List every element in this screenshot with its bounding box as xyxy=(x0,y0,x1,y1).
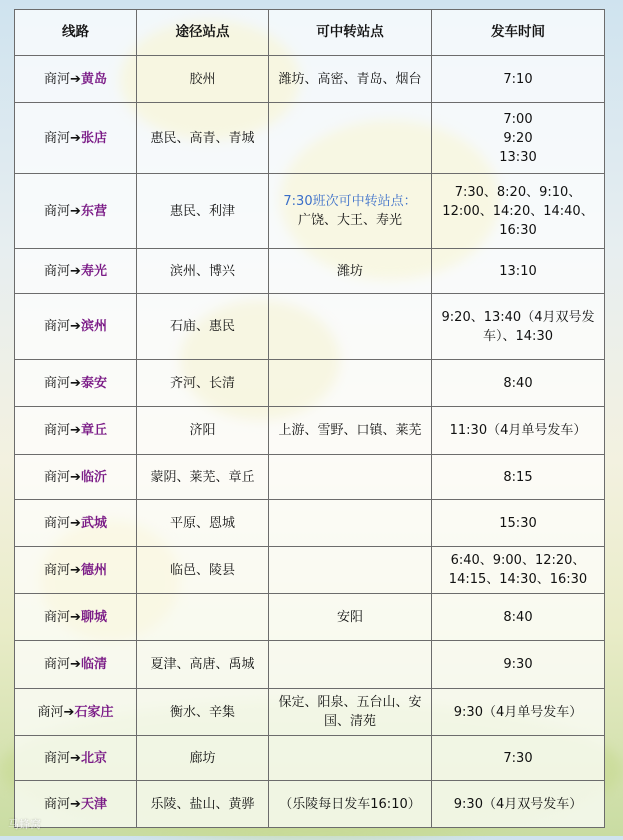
transfer-stations-cell xyxy=(269,547,432,594)
route-destination: 临清 xyxy=(80,657,107,672)
departure-time: 8:40 xyxy=(503,375,533,391)
via-stations-cell: 夏津、高唐、禹城 xyxy=(137,641,269,689)
transfer-stations-text: 上游、雪野、口镇、莱芜 xyxy=(278,423,422,438)
departure-time-cell xyxy=(432,781,605,828)
route-origin: 商河 xyxy=(44,515,71,531)
via-stations-cell: 石庙、惠民 xyxy=(137,294,269,360)
departure-time: 13:10 xyxy=(499,263,537,279)
table-row xyxy=(15,641,605,689)
departure-time: 7:10 xyxy=(503,71,533,87)
departure-time: 11:30（4月单号发车） xyxy=(449,423,587,438)
route-destination: 章丘 xyxy=(80,423,107,438)
via-stations-cell xyxy=(137,594,269,641)
departure-time-cell xyxy=(432,500,605,547)
watermark-text: 马蜂窝 xyxy=(8,818,41,831)
table-row xyxy=(15,407,605,455)
route-cell xyxy=(15,56,137,103)
table-row xyxy=(15,455,605,500)
via-stations-cell: 济阳 xyxy=(137,407,269,455)
transfer-stations-cell xyxy=(269,455,432,500)
route-origin: 商河 xyxy=(44,796,71,812)
departure-time: 9:30（4月双号发车） xyxy=(453,796,583,812)
table-row xyxy=(15,174,605,249)
route-origin: 商河 xyxy=(44,657,71,672)
table-row xyxy=(15,594,605,641)
route-cell xyxy=(15,736,137,781)
departure-time-cell xyxy=(432,641,605,689)
via-stations-cell: 惠民、高青、青城 xyxy=(137,103,269,174)
departure-time: 6:40、9:00、12:20、14:15、14:30、16:30 xyxy=(448,553,588,587)
via-stations-cell: 胶州 xyxy=(137,56,269,103)
departure-time: 7:00 xyxy=(503,111,533,127)
route-cell xyxy=(15,103,137,174)
route-arrow-icon: ➔ xyxy=(70,515,81,531)
route-cell xyxy=(15,294,137,360)
transfer-stations-text: 潍坊 xyxy=(336,263,363,279)
departure-time: 9:20、13:40（4月双号发车）、14:30 xyxy=(441,309,595,344)
route-origin: 商河 xyxy=(37,704,64,720)
departure-time-cell xyxy=(432,689,605,736)
table-row xyxy=(15,249,605,294)
transfer-stations-cell xyxy=(269,249,432,294)
transfer-stations-cell xyxy=(269,407,432,455)
route-arrow-icon: ➔ xyxy=(70,375,81,391)
table-row xyxy=(15,736,605,781)
via-stations-cell: 临邑、陵县 xyxy=(137,547,269,594)
via-stations-cell: 乐陵、盐山、黄骅 xyxy=(137,781,269,828)
route-destination: 德州 xyxy=(80,562,107,578)
departure-time: 8:40 xyxy=(503,609,533,625)
route-destination: 东营 xyxy=(80,203,107,219)
route-arrow-icon: ➔ xyxy=(70,750,81,766)
via-stations-cell: 蒙阴、莱芜、章丘 xyxy=(137,455,269,500)
route-origin: 商河 xyxy=(44,319,71,334)
route-destination: 天津 xyxy=(80,796,107,812)
departure-time: 7:30 xyxy=(503,750,533,766)
route-destination: 黄岛 xyxy=(80,71,107,87)
route-destination: 武城 xyxy=(80,515,107,531)
transfer-stations-text: 安阳 xyxy=(336,609,363,625)
watermark-logo xyxy=(8,816,41,832)
transfer-stations-cell xyxy=(269,174,432,249)
route-cell xyxy=(15,407,137,455)
transfer-stations-cell xyxy=(269,641,432,689)
route-arrow-icon: ➔ xyxy=(70,263,81,279)
route-destination: 寿光 xyxy=(80,263,107,279)
via-stations-cell: 廊坊 xyxy=(137,736,269,781)
route-cell xyxy=(15,360,137,407)
route-origin: 商河 xyxy=(44,750,71,766)
route-arrow-icon: ➔ xyxy=(70,319,81,334)
route-origin: 商河 xyxy=(44,71,71,87)
route-cell xyxy=(15,500,137,547)
transfer-stations-cell xyxy=(269,56,432,103)
transfer-stations-text: 广饶、大王、寿光 xyxy=(297,213,402,228)
route-arrow-icon: ➔ xyxy=(70,130,81,146)
route-arrow-icon: ➔ xyxy=(70,71,81,87)
table-row xyxy=(15,781,605,828)
departure-time-cell xyxy=(432,249,605,294)
transfer-stations-cell xyxy=(269,781,432,828)
departure-time-cell xyxy=(432,407,605,455)
route-origin: 商河 xyxy=(44,609,71,625)
route-cell xyxy=(15,641,137,689)
transfer-stations-cell xyxy=(269,594,432,641)
route-arrow-icon: ➔ xyxy=(70,796,81,812)
route-cell xyxy=(15,249,137,294)
table-row xyxy=(15,689,605,736)
route-arrow-icon: ➔ xyxy=(70,469,81,485)
bus-schedule-table xyxy=(14,9,605,828)
route-arrow-icon: ➔ xyxy=(70,423,81,438)
header-departure-time: 发车时间 xyxy=(432,10,605,56)
departure-time-cell xyxy=(432,103,605,174)
bus-schedule-table-wrapper xyxy=(14,9,604,828)
via-stations-cell: 衡水、辛集 xyxy=(137,689,269,736)
table-row xyxy=(15,56,605,103)
departure-time-cell xyxy=(432,594,605,641)
via-stations-cell: 惠民、利津 xyxy=(137,174,269,249)
departure-time-cell xyxy=(432,360,605,407)
transfer-stations-cell xyxy=(269,360,432,407)
route-cell xyxy=(15,689,137,736)
departure-time: 13:30 xyxy=(499,149,537,165)
route-arrow-icon: ➔ xyxy=(70,203,81,219)
route-origin: 商河 xyxy=(44,263,71,279)
table-row xyxy=(15,103,605,174)
transfer-note: 7:30班次可中转站点： xyxy=(283,194,417,209)
table-row xyxy=(15,294,605,360)
departure-time-cell xyxy=(432,736,605,781)
departure-time-cell xyxy=(432,294,605,360)
header-transfer-stations: 可中转站点 xyxy=(269,10,432,56)
departure-time-cell xyxy=(432,174,605,249)
transfer-stations-cell xyxy=(269,294,432,360)
departure-time-cell xyxy=(432,547,605,594)
departure-time: 9:20 xyxy=(503,130,533,146)
route-arrow-icon: ➔ xyxy=(63,704,75,720)
route-destination: 临沂 xyxy=(80,469,107,485)
header-via-stations: 途径站点 xyxy=(137,10,269,56)
header-route: 线路 xyxy=(15,10,137,56)
transfer-stations-text: 保定、阳泉、五台山、安国、清苑 xyxy=(278,695,422,729)
route-destination: 泰安 xyxy=(80,375,107,391)
via-stations-cell: 滨州、博兴 xyxy=(137,249,269,294)
via-stations-cell: 齐河、长清 xyxy=(137,360,269,407)
route-arrow-icon: ➔ xyxy=(70,609,81,625)
transfer-stations-cell xyxy=(269,689,432,736)
route-cell xyxy=(15,455,137,500)
via-stations-cell: 平原、恩城 xyxy=(137,500,269,547)
departure-time: 15:30 xyxy=(499,515,537,531)
table-row xyxy=(15,360,605,407)
departure-time: 9:30 xyxy=(503,657,533,672)
route-cell xyxy=(15,547,137,594)
transfer-stations-text: （乐陵每日发车16:10） xyxy=(279,796,421,812)
transfer-stations-cell xyxy=(269,103,432,174)
transfer-stations-text: 潍坊、高密、青岛、烟台 xyxy=(278,71,422,87)
route-origin: 商河 xyxy=(44,375,71,391)
route-origin: 商河 xyxy=(44,130,71,146)
route-origin: 商河 xyxy=(44,562,71,578)
route-destination: 张店 xyxy=(80,130,107,146)
table-header-row xyxy=(15,10,605,56)
route-destination: 北京 xyxy=(80,750,107,766)
transfer-stations-cell xyxy=(269,736,432,781)
route-cell xyxy=(15,594,137,641)
table-row xyxy=(15,547,605,594)
departure-time: 9:30（4月单号发车） xyxy=(453,704,583,720)
route-arrow-icon: ➔ xyxy=(70,562,81,578)
departure-time: 7:30、8:20、9:10、12:00、14:20、14:40、16:30 xyxy=(442,184,594,238)
route-arrow-icon: ➔ xyxy=(70,657,81,672)
departure-time: 8:15 xyxy=(503,469,533,485)
route-origin: 商河 xyxy=(44,203,71,219)
route-destination: 石家庄 xyxy=(74,704,114,720)
departure-time-cell xyxy=(432,455,605,500)
departure-time-cell xyxy=(432,56,605,103)
transfer-stations-cell xyxy=(269,500,432,547)
route-origin: 商河 xyxy=(44,423,71,438)
route-destination: 聊城 xyxy=(80,609,107,625)
route-origin: 商河 xyxy=(44,469,71,485)
table-row xyxy=(15,500,605,547)
route-cell xyxy=(15,174,137,249)
route-destination: 滨州 xyxy=(80,319,107,334)
